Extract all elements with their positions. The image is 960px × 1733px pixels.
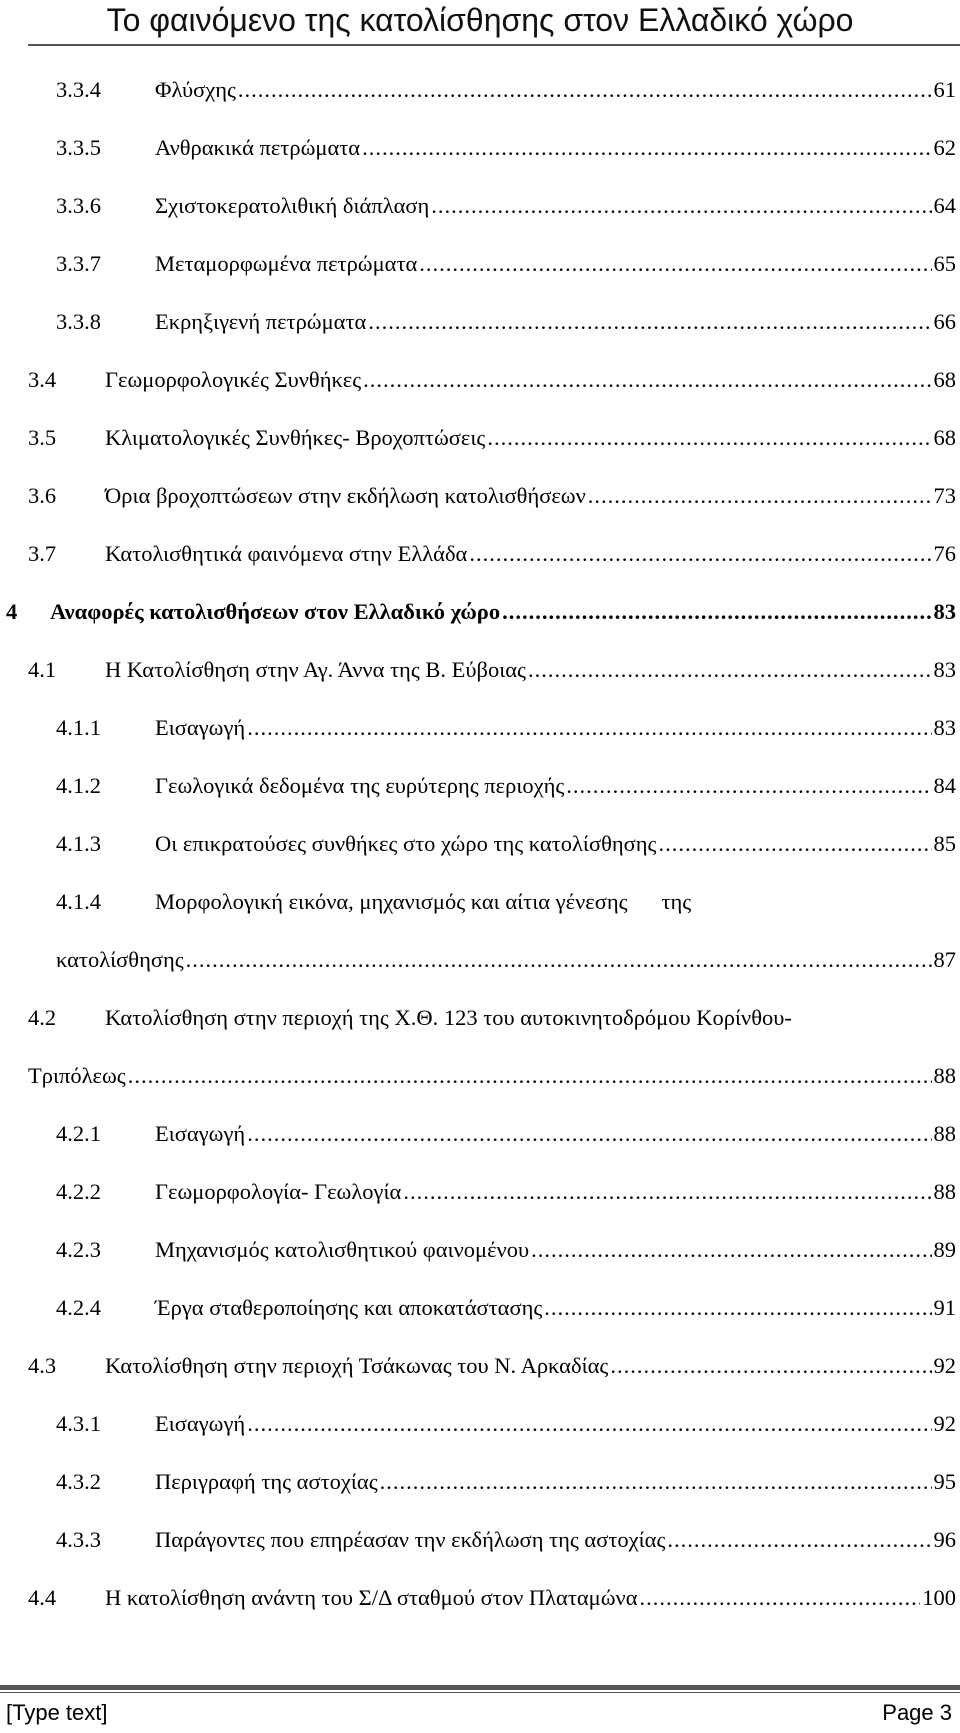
toc-entry-number: 4.2.4 bbox=[56, 1295, 101, 1320]
page-number: Page 3 bbox=[882, 1700, 952, 1725]
toc-dot-leader bbox=[640, 1578, 921, 1618]
toc-entry-3-3-4[interactable] bbox=[56, 70, 956, 110]
toc-entry-title-tail: της bbox=[661, 889, 692, 914]
toc-entry-title: Η κατολίσθηση ανάντη του Σ/Δ σταθμού στον Πλαταμώνα bbox=[105, 1585, 638, 1610]
toc-entry-4-1[interactable] bbox=[28, 650, 956, 690]
toc-entry-title: Αναφορές κατολισθήσεων στον Ελλαδικό χώρο bbox=[50, 599, 501, 624]
toc-entry-3-3-5[interactable] bbox=[56, 128, 956, 168]
toc-entry-4-3[interactable] bbox=[28, 1346, 956, 1386]
toc-entry-title: Η Κατολίσθηση στην Αγ. Άννα της Β. Εύβοιας bbox=[105, 657, 526, 682]
toc-dot-leader bbox=[380, 1462, 932, 1502]
toc-entry-title: Φλύσχης bbox=[155, 77, 236, 102]
toc-entry-4-4[interactable] bbox=[28, 1578, 956, 1618]
toc-entry-number: 4.1.4 bbox=[56, 889, 101, 914]
toc-entry-page: 65 bbox=[933, 251, 956, 276]
toc-entry-title: Κατολίσθηση στην περιοχή της Χ.Θ. 123 του αυτοκινητοδρόμου Κορίνθου- bbox=[105, 1005, 792, 1030]
toc-dot-leader bbox=[667, 1520, 931, 1560]
toc-entry-3-3-6[interactable] bbox=[56, 186, 956, 226]
toc-dot-leader bbox=[419, 244, 931, 284]
toc-entry-4-2-continued[interactable] bbox=[28, 1056, 956, 1096]
toc-entry-title: Όρια βροχοπτώσεων στην εκδήλωση κατολισθήσεων bbox=[105, 483, 586, 508]
toc-entry-title: Εκρηξιγενή πετρώματα bbox=[155, 309, 367, 334]
toc-entry-page: 68 bbox=[933, 367, 956, 392]
toc-entry-number: 4.1 bbox=[28, 657, 57, 682]
toc-entry-3-5[interactable] bbox=[28, 418, 956, 458]
toc-entry-4-3-3[interactable] bbox=[56, 1520, 956, 1560]
toc-entry-page: 100 bbox=[922, 1585, 956, 1610]
header-rule bbox=[28, 44, 960, 46]
toc-dot-leader bbox=[362, 128, 931, 168]
toc-entry-number: 3.3.5 bbox=[56, 135, 101, 160]
toc-entry-page: 96 bbox=[933, 1527, 956, 1552]
toc-dot-leader bbox=[610, 1346, 931, 1386]
toc-entry-4-1-4-continued[interactable] bbox=[56, 940, 956, 980]
toc-dot-leader bbox=[363, 360, 931, 400]
toc-entry-number: 3.6 bbox=[28, 483, 57, 508]
toc-entry-page: 62 bbox=[933, 135, 956, 160]
toc-entry-number: 4.2.2 bbox=[56, 1179, 101, 1204]
toc-entry-title: Περιγραφή της αστοχίας bbox=[155, 1469, 378, 1494]
toc-entry-title-continued: κατολίσθησης bbox=[56, 947, 184, 972]
toc-entry-page: 92 bbox=[933, 1411, 956, 1436]
toc-entry-title: Μεταμορφωμένα πετρώματα bbox=[155, 251, 418, 276]
toc-entry-4-1-3[interactable] bbox=[56, 824, 956, 864]
toc-entry-title: Εισαγωγή bbox=[155, 715, 246, 740]
toc-dot-leader bbox=[247, 708, 931, 748]
toc-entry-3-7[interactable] bbox=[28, 534, 956, 574]
toc-dot-leader bbox=[469, 534, 931, 574]
toc-entry-title: Μηχανισμός κατολισθητικού φαινομένου bbox=[155, 1237, 530, 1262]
toc-entry-page: 85 bbox=[933, 831, 956, 856]
toc-entry-title: Παράγοντες που επηρέασαν την εκδήλωση της αστοχίας bbox=[155, 1527, 666, 1552]
toc-entry-number: 4.1.1 bbox=[56, 715, 101, 740]
toc-entry-title: Γεωμορφολογικές Συνθήκες bbox=[105, 367, 362, 392]
toc-dot-leader bbox=[658, 824, 931, 864]
toc-entry-number: 4.3.2 bbox=[56, 1469, 101, 1494]
toc-dot-leader bbox=[502, 592, 931, 632]
toc-entry-title: Κατολισθητικά φαινόμενα στην Ελλάδα bbox=[105, 541, 468, 566]
toc-entry-page: 88 bbox=[933, 1063, 956, 1088]
toc-entry-page: 91 bbox=[933, 1295, 956, 1320]
toc-entry-page: 92 bbox=[933, 1353, 956, 1378]
toc-entry-title: Μορφολογική εικόνα, μηχανισμός και αίτια γένεσης bbox=[155, 889, 628, 914]
toc-entry-page: 66 bbox=[933, 309, 956, 334]
toc-entry-4[interactable] bbox=[6, 592, 956, 632]
toc-dot-leader bbox=[544, 1288, 931, 1328]
toc-entry-title: Γεωλογικά δεδομένα της ευρύτερης περιοχής bbox=[155, 773, 565, 798]
toc-entry-title: Σχιστοκερατολιθική διάπλαση bbox=[155, 193, 430, 218]
toc-entry-page: 61 bbox=[933, 77, 956, 102]
toc-entry-4-2[interactable] bbox=[28, 998, 956, 1038]
toc-entry-title: Οι επικρατούσες συνθήκες στο χώρο της κατολίσθησης bbox=[155, 831, 657, 856]
toc-entry-title: Εισαγωγή bbox=[155, 1411, 246, 1436]
toc-dot-leader bbox=[588, 476, 932, 516]
toc-entry-4-2-4[interactable] bbox=[56, 1288, 956, 1328]
toc-entry-number: 3.5 bbox=[28, 425, 57, 450]
toc-entry-page: 83 bbox=[933, 657, 956, 682]
toc-entry-page: 95 bbox=[933, 1469, 956, 1494]
toc-entry-number: 3.3.8 bbox=[56, 309, 101, 334]
footer-rule-thin bbox=[0, 1692, 960, 1693]
toc-entry-number: 4.2.3 bbox=[56, 1237, 101, 1262]
toc-entry-title: Κλιματολογικές Συνθήκες- Βροχοπτώσεις bbox=[105, 425, 486, 450]
toc-entry-number: 4.1.2 bbox=[56, 773, 101, 798]
toc-entry-title: Γεωμορφολογία- Γεωλογία bbox=[155, 1179, 402, 1204]
toc-entry-page: 76 bbox=[933, 541, 956, 566]
toc-entry-4-3-1[interactable] bbox=[56, 1404, 956, 1444]
toc-entry-4-1-2[interactable] bbox=[56, 766, 956, 806]
toc-entry-number: 4.3.3 bbox=[56, 1527, 101, 1552]
toc-entry-page: 83 bbox=[933, 599, 956, 624]
toc-entry-number: 4 bbox=[6, 599, 18, 624]
toc-entry-title: Ανθρακικά πετρώματα bbox=[155, 135, 361, 160]
toc-entry-page: 88 bbox=[933, 1179, 956, 1204]
toc-entry-number: 4.2.1 bbox=[56, 1121, 101, 1146]
toc-entry-title: Κατολίσθηση στην περιοχή Τσάκωνας του Ν. Αρκαδίας bbox=[105, 1353, 609, 1378]
toc-dot-leader bbox=[128, 1056, 932, 1096]
toc-entry-title: Εισαγωγή bbox=[155, 1121, 246, 1146]
toc-entry-3-4[interactable] bbox=[28, 360, 956, 400]
toc-dot-leader bbox=[528, 650, 932, 690]
toc-dot-leader bbox=[368, 302, 931, 342]
toc-entry-4-3-2[interactable] bbox=[56, 1462, 956, 1502]
toc-dot-leader bbox=[566, 766, 931, 806]
toc-entry-number: 4.4 bbox=[28, 1585, 57, 1610]
footer-placeholder-text: [Type text] bbox=[6, 1700, 108, 1725]
toc-entry-page: 83 bbox=[933, 715, 956, 740]
toc-entry-number: 3.7 bbox=[28, 541, 57, 566]
toc-entry-page: 88 bbox=[933, 1121, 956, 1146]
toc-entry-number: 4.3 bbox=[28, 1353, 57, 1378]
toc-entry-title: Έργα σταθεροποίησης και αποκατάστασης bbox=[155, 1295, 543, 1320]
page-footer bbox=[0, 1697, 960, 1729]
toc-entry-number: 4.1.3 bbox=[56, 831, 101, 856]
toc-entry-number: 3.4 bbox=[28, 367, 57, 392]
page-header-title: Το φαινόμενο της κατολίσθησης στον Ελλαδικό χώρο bbox=[106, 2, 854, 38]
toc-entry-number: 3.3.6 bbox=[56, 193, 101, 218]
toc-dot-leader bbox=[247, 1114, 931, 1154]
toc-entry-4-1-1[interactable] bbox=[56, 708, 956, 748]
toc-entry-page: 89 bbox=[933, 1237, 956, 1262]
footer-rule bbox=[0, 1685, 960, 1690]
toc-entry-number: 4.3.1 bbox=[56, 1411, 101, 1436]
toc-entry-number: 3.3.7 bbox=[56, 251, 101, 276]
toc-dot-leader bbox=[431, 186, 931, 226]
toc-entry-4-1-4[interactable] bbox=[56, 882, 956, 922]
toc-entry-4-2-3[interactable] bbox=[56, 1230, 956, 1270]
toc-entry-4-2-1[interactable] bbox=[56, 1114, 956, 1154]
toc-entry-page: 87 bbox=[933, 947, 956, 972]
toc-entry-title-continued: Τριπόλεως bbox=[28, 1063, 126, 1088]
toc-entry-page: 68 bbox=[933, 425, 956, 450]
toc-entry-3-3-8[interactable] bbox=[56, 302, 956, 342]
toc-dot-leader bbox=[247, 1404, 931, 1444]
toc-dot-leader bbox=[238, 70, 932, 110]
toc-entry-4-2-2[interactable] bbox=[56, 1172, 956, 1212]
toc-dot-leader bbox=[403, 1172, 931, 1212]
toc-entry-page: 84 bbox=[933, 773, 956, 798]
toc-entry-number: 3.3.4 bbox=[56, 77, 101, 102]
toc-entry-page: 73 bbox=[933, 483, 956, 508]
toc-entry-page: 64 bbox=[933, 193, 956, 218]
toc-dot-leader bbox=[487, 418, 931, 458]
toc-entry-3-6[interactable] bbox=[28, 476, 956, 516]
toc-entry-3-3-7[interactable] bbox=[56, 244, 956, 284]
toc-dot-leader bbox=[186, 940, 932, 980]
toc-entry-number: 4.2 bbox=[28, 1005, 57, 1030]
toc-dot-leader bbox=[531, 1230, 931, 1270]
